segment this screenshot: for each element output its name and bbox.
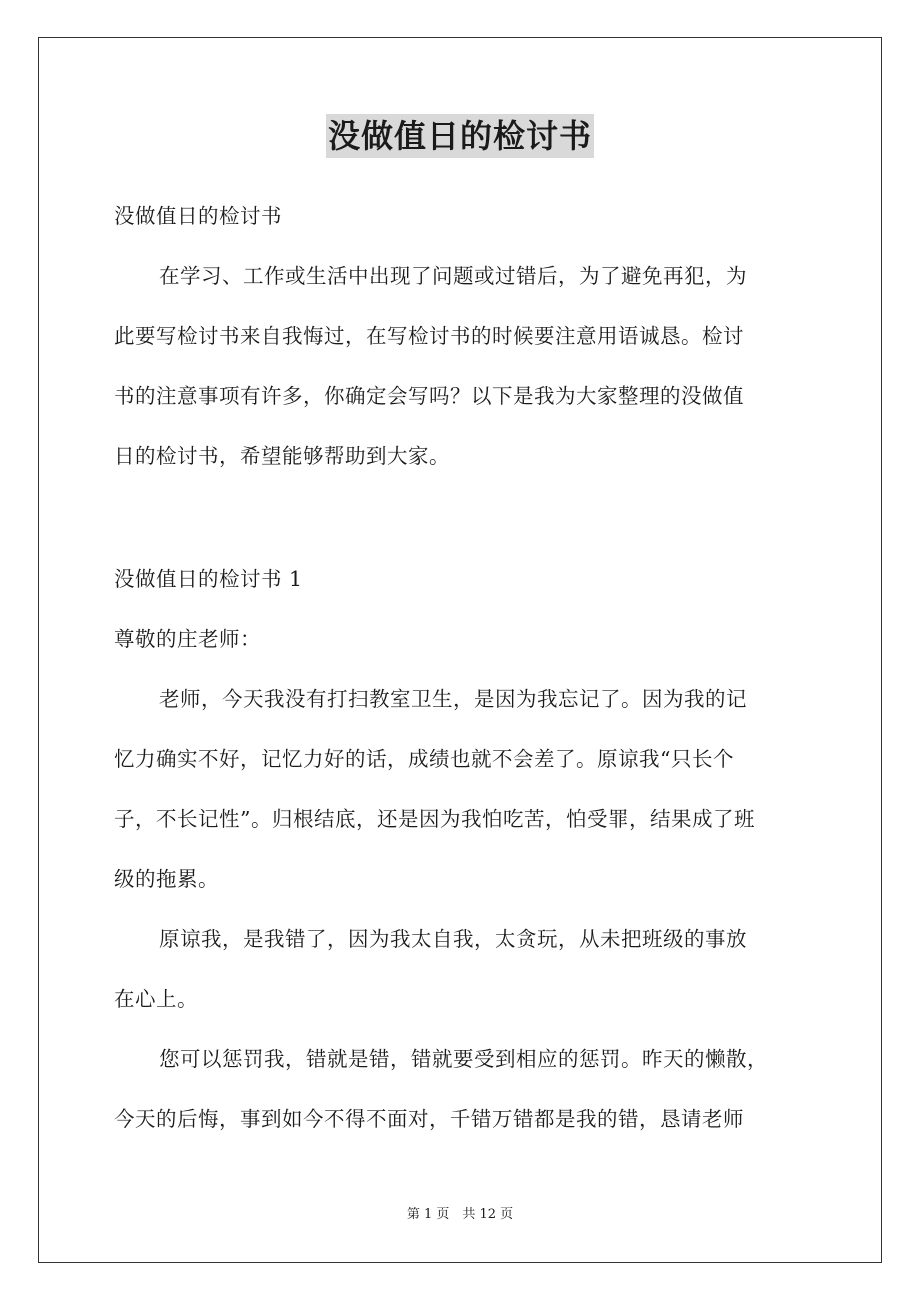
intro-line: 书的注意事项有许多，你确定会写吗？以下是我为大家整理的没做值 bbox=[114, 384, 744, 408]
intro-line: 此要写检讨书来自我悔过，在写检讨书的时候要注意用语诚恳。检讨 bbox=[114, 324, 744, 348]
page-footer: 第 1 页 共 12 页 bbox=[406, 1207, 514, 1222]
section-heading: 没做值日的检讨书 1 bbox=[114, 567, 303, 591]
intro-line: 日的检讨书，希望能够帮助到大家。 bbox=[114, 444, 450, 468]
paragraph-line: 忆力确实不好，记忆力好的话，成绩也就不会差了。原谅我“只长个 bbox=[114, 747, 734, 771]
paragraph-line: 老师，今天我没有打扫教室卫生，是因为我忘记了。因为我的记 bbox=[159, 687, 747, 711]
paragraph-line: 子，不长记性”。归根结底，还是因为我怕吃苦，怕受罪，结果成了班 bbox=[114, 807, 755, 831]
subtitle: 没做值日的检讨书 bbox=[114, 204, 282, 228]
title-container bbox=[0, 114, 920, 158]
paragraph-line: 今天的后悔，事到如今不得不面对，千错万错都是我的错，恳请老师 bbox=[114, 1107, 744, 1131]
paragraph-line: 在心上。 bbox=[114, 987, 198, 1011]
document-title: 没做值日的检讨书 bbox=[326, 114, 594, 158]
salutation: 尊敬的庄老师： bbox=[114, 627, 261, 651]
paragraph-line: 原谅我，是我错了，因为我太自我，太贪玩，从未把班级的事放 bbox=[159, 927, 747, 951]
intro-line: 在学习、工作或生活中出现了问题或过错后，为了避免再犯，为 bbox=[159, 264, 747, 288]
paragraph-line: 您可以惩罚我，错就是错，错就要受到相应的惩罚。昨天的懒散， bbox=[159, 1047, 768, 1071]
paragraph-line: 级的拖累。 bbox=[114, 867, 219, 891]
